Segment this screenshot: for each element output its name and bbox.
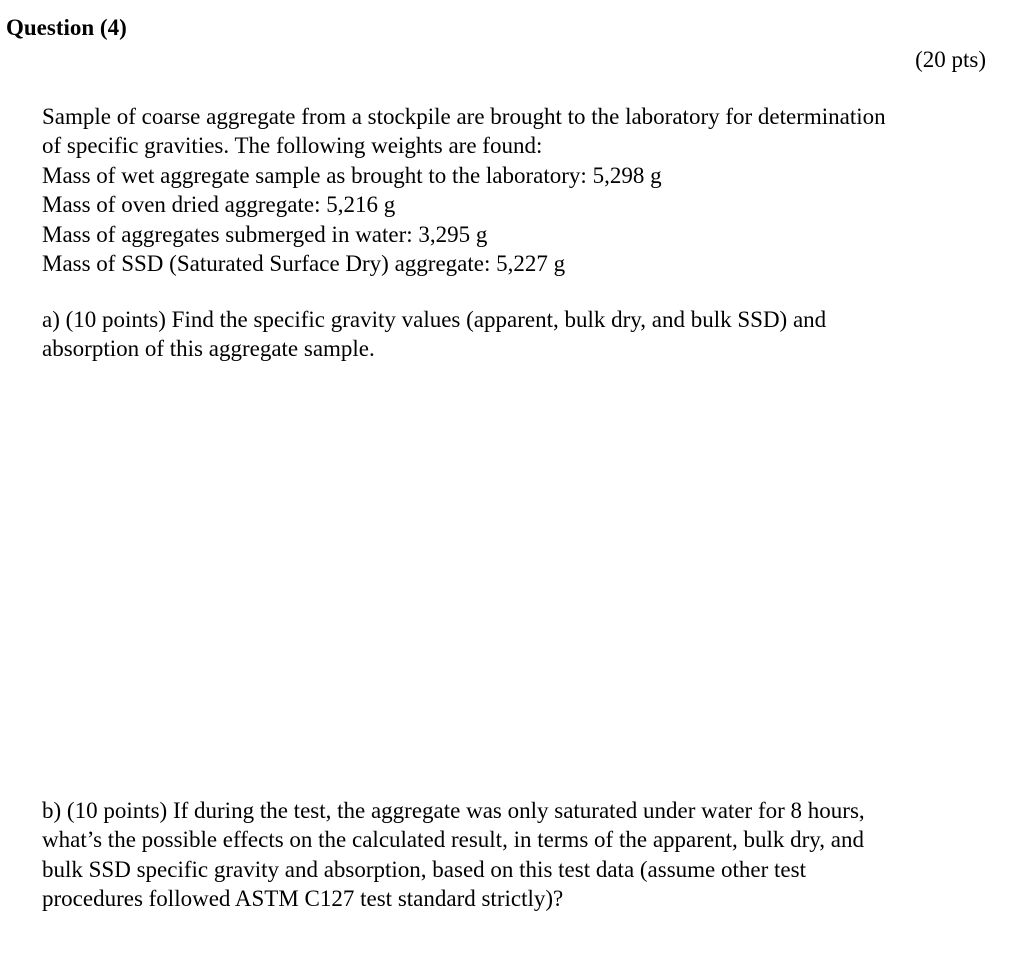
part-a-line: absorption of this aggregate sample. bbox=[42, 336, 375, 362]
oven-dry-mass-line: Mass of oven dried aggregate: 5,216 g bbox=[42, 192, 396, 218]
wet-mass-line: Mass of wet aggregate sample as brought to the laboratory: 5,298 g bbox=[42, 162, 662, 188]
question-points: (20 pts) bbox=[915, 47, 986, 72]
ssd-mass-line: Mass of SSD (Saturated Surface Dry) aggregate: 5,227 g bbox=[42, 250, 566, 276]
submerged-mass-line: Mass of aggregates submerged in water: 3,295 g bbox=[42, 221, 488, 247]
question-title: Question (4) bbox=[6, 15, 127, 40]
part-a-line: a) (10 points) Find the specific gravity values (apparent, bulk dry, and bulk SSD) and bbox=[42, 307, 827, 332]
part-b-line: b) (10 points) If during the test, the aggregate was only saturated under water for 8 hours, bbox=[42, 798, 865, 823]
part-a bbox=[42, 305, 826, 364]
intro-line: Sample of coarse aggregate from a stockpile are brought to the laboratory for determination bbox=[42, 104, 886, 129]
intro-line: of specific gravities. The following weights are found: bbox=[42, 133, 543, 159]
part-b bbox=[42, 796, 865, 914]
part-b-line: what’s the possible effects on the calculated result, in terms of the apparent, bulk dry, and bbox=[42, 827, 865, 853]
problem-statement bbox=[42, 102, 886, 278]
part-b-line: procedures followed ASTM C127 test standard strictly)? bbox=[42, 886, 564, 912]
part-b-line: bulk SSD specific gravity and absorption, based on this test data (assume other test bbox=[42, 856, 806, 882]
